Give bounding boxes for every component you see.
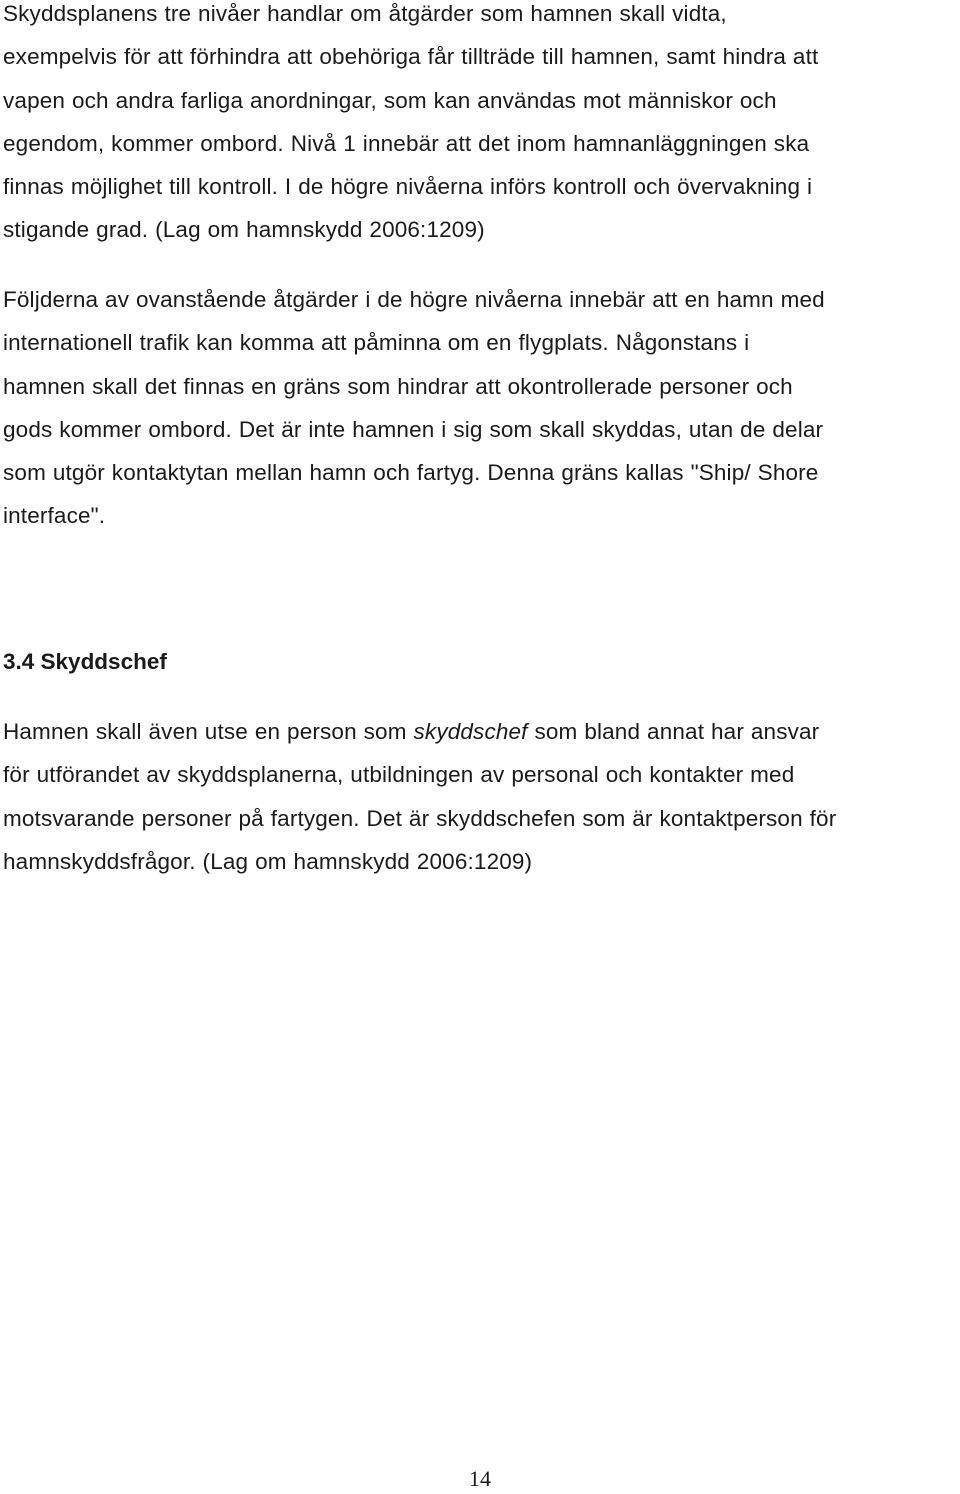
- emphasized-term: skyddschef: [413, 719, 528, 744]
- text-line: gods kommer ombord. Det är inte hamnen i sig som skall skyddas, utan de delar: [3, 416, 824, 442]
- text-line: hamnskyddsfrågor. (Lag om hamnskydd 2006:1209): [3, 848, 533, 874]
- text-line: som utgör kontaktytan mellan hamn och fartyg. Denna gräns kallas "Ship/ Shore: [3, 460, 819, 486]
- text-line: Följderna av ovanstående åtgärder i de högre nivåerna innebär att en hamn med: [3, 287, 825, 312]
- paragraph-security-chief: [3, 710, 953, 883]
- text-line: interface".: [3, 503, 106, 529]
- text-line: för utförandet av skyddsplanerna, utbildningen av personal och kontakter med: [3, 762, 795, 788]
- page-number: 14: [469, 1466, 491, 1491]
- text-line: vapen och andra farliga anordningar, som kan användas mot människor och: [3, 87, 777, 113]
- text-line: egendom, kommer ombord. Nivå 1 innebär att det inom hamnanläggningen ska: [3, 130, 810, 156]
- text-line: motsvarande personer på fartygen. Det är skyddschefen som är kontaktperson för: [3, 805, 837, 831]
- text-segment: Hamnen skall även utse en person som: [3, 719, 414, 744]
- text-line: stigande grad. (Lag om hamnskydd 2006:1209): [3, 217, 485, 243]
- text-line: [3, 710, 953, 753]
- text-segment: som bland annat har ansvar: [527, 719, 820, 744]
- text-line: Skyddsplanens tre nivåer handlar om åtgärder som hamnen skall vidta,: [3, 1, 727, 26]
- paragraph-security-levels: [3, 0, 953, 252]
- paragraph-consequences: [3, 278, 953, 538]
- text-line: finnas möjlighet till kontroll. I de högre nivåerna införs kontroll och övervakning i: [3, 174, 813, 200]
- section-heading: 3.4 Skyddschef: [3, 649, 167, 674]
- text-line: hamnen skall det finnas en gräns som hindrar att okontrollerade personer och: [3, 373, 793, 399]
- text-line: exempelvis för att förhindra att obehöriga får tillträde till hamnen, samt hindra att: [3, 44, 819, 70]
- text-line: internationell trafik kan komma att påminna om en flygplats. Någonstans i: [3, 330, 750, 356]
